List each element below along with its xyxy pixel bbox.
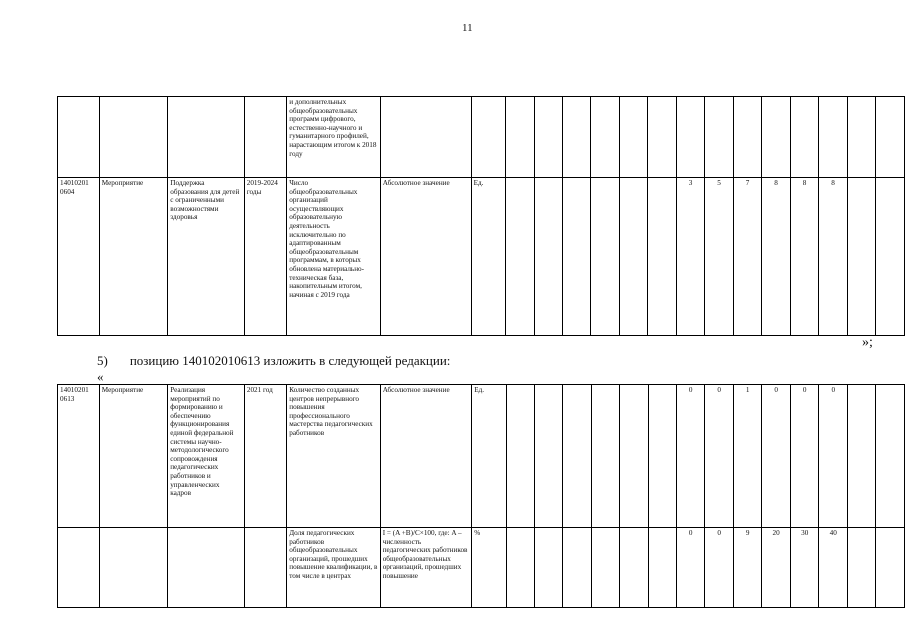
value-cell	[591, 178, 619, 336]
value-cell	[535, 528, 563, 608]
code-cell	[58, 528, 100, 608]
value-cell	[619, 178, 647, 336]
unit-cell: Ед.	[471, 178, 506, 336]
value-cell: 9	[733, 528, 761, 608]
value-cell: 0	[676, 385, 704, 528]
value-cell	[534, 97, 562, 178]
unit-cell	[471, 97, 506, 178]
type-cell: Мероприятие	[99, 385, 167, 528]
value-cell	[591, 385, 619, 528]
page-number: 11	[462, 22, 473, 34]
table-row	[58, 528, 905, 608]
value-cell: 20	[762, 528, 791, 608]
years-cell	[244, 97, 287, 178]
type-cell: Мероприятие	[99, 178, 167, 336]
years-cell	[244, 528, 286, 608]
item-number: 5)	[97, 353, 108, 368]
measures-table-new-edition	[57, 384, 905, 608]
value-cell: 0	[676, 528, 704, 608]
value-cell	[506, 528, 534, 608]
value-cell	[535, 385, 563, 528]
value-cell: 5	[705, 178, 734, 336]
value-cell	[563, 385, 591, 528]
value-cell	[876, 385, 905, 528]
name-cell: Реализация мероприятий по формированию и обеспечению функционирования единой федеральной системы научно-методологического сопровождения педагогических работников и управленческих кадров	[168, 385, 245, 528]
value-cell	[762, 97, 791, 178]
value-cell	[790, 97, 819, 178]
closing-quote: »;	[862, 335, 873, 350]
years-cell: 2019-2024 годы	[244, 178, 287, 336]
value-cell: 8	[819, 178, 848, 336]
value-cell	[876, 97, 905, 178]
value-cell	[534, 178, 562, 336]
method-cell: Абсолютное значение	[380, 178, 471, 336]
value-cell	[876, 528, 905, 608]
value-cell	[847, 97, 875, 178]
section-heading	[97, 353, 450, 369]
value-cell: 1	[733, 385, 761, 528]
opening-quote: «	[97, 369, 104, 384]
indicator-cell: Число общеобразовательных организаций осуществляющих образовательную деятельность исключительно по адаптированным общеобразовательным программам, в которых обновлена материально-техническая база, накопительным итогом, начиная с 2019 года	[287, 178, 381, 336]
value-cell	[619, 97, 647, 178]
value-cell: 3	[676, 178, 705, 336]
value-cell	[848, 385, 876, 528]
value-cell: 0	[762, 385, 791, 528]
value-cell	[620, 385, 648, 528]
value-cell	[876, 178, 905, 336]
unit-cell: Ед.	[472, 385, 506, 528]
value-cell	[705, 97, 734, 178]
code-cell: 14010201 0604	[58, 178, 100, 336]
value-cell: 30	[790, 528, 819, 608]
type-cell	[99, 528, 167, 608]
value-cell	[506, 97, 534, 178]
value-cell	[506, 385, 534, 528]
value-cell	[648, 97, 676, 178]
name-cell	[168, 528, 245, 608]
method-cell: Абсолютное значение	[380, 385, 472, 528]
value-cell: 40	[819, 528, 848, 608]
value-cell	[847, 178, 875, 336]
table-row	[58, 178, 905, 336]
unit-cell: %	[472, 528, 506, 608]
value-cell	[648, 385, 676, 528]
value-cell	[620, 528, 648, 608]
value-cell	[819, 97, 848, 178]
value-cell	[733, 97, 762, 178]
value-cell: 7	[733, 178, 762, 336]
value-cell: 8	[790, 178, 819, 336]
value-cell	[591, 528, 619, 608]
indicator-cell: Количество созданных центров непрерывного повышения профессионального мастерства педагогических работников	[287, 385, 380, 528]
value-cell: 0	[819, 385, 848, 528]
value-cell	[648, 178, 676, 336]
value-cell	[563, 97, 591, 178]
value-cell	[563, 178, 591, 336]
value-cell	[648, 528, 676, 608]
indicator-cell: Доля педагогических работников общеобразовательных организаций, прошедших повышение квалификации, в том числе в центрах	[287, 528, 380, 608]
value-cell	[563, 528, 591, 608]
code-cell	[58, 97, 100, 178]
method-cell	[380, 97, 471, 178]
value-cell: 0	[705, 528, 733, 608]
value-cell: 0	[705, 385, 733, 528]
value-cell: 8	[762, 178, 791, 336]
method-cell: I = (A +B)/C×100, где: A – численность педагогических работников общеобразовательных организаций, прошедших повышение	[380, 528, 472, 608]
indicator-cell: и дополнительных общеобразовательных программ цифрового, естественно-научного и гуманитарного профилей, нарастающим итогом к 2018 году	[287, 97, 381, 178]
code-cell: 14010201 0613	[58, 385, 100, 528]
value-cell	[506, 178, 534, 336]
table-row	[58, 385, 905, 528]
value-cell	[848, 528, 876, 608]
name-cell: Поддержка образования для детей с ограниченными возможностями здоровья	[168, 178, 244, 336]
table-row	[58, 97, 905, 178]
type-cell	[99, 97, 167, 178]
value-cell: 0	[790, 385, 819, 528]
years-cell: 2021 год	[244, 385, 286, 528]
measures-table-continued	[57, 96, 905, 336]
heading-text: позицию 140102010613 изложить в следующей редакции:	[129, 353, 451, 368]
name-cell	[168, 97, 244, 178]
value-cell	[676, 97, 705, 178]
value-cell	[591, 97, 619, 178]
